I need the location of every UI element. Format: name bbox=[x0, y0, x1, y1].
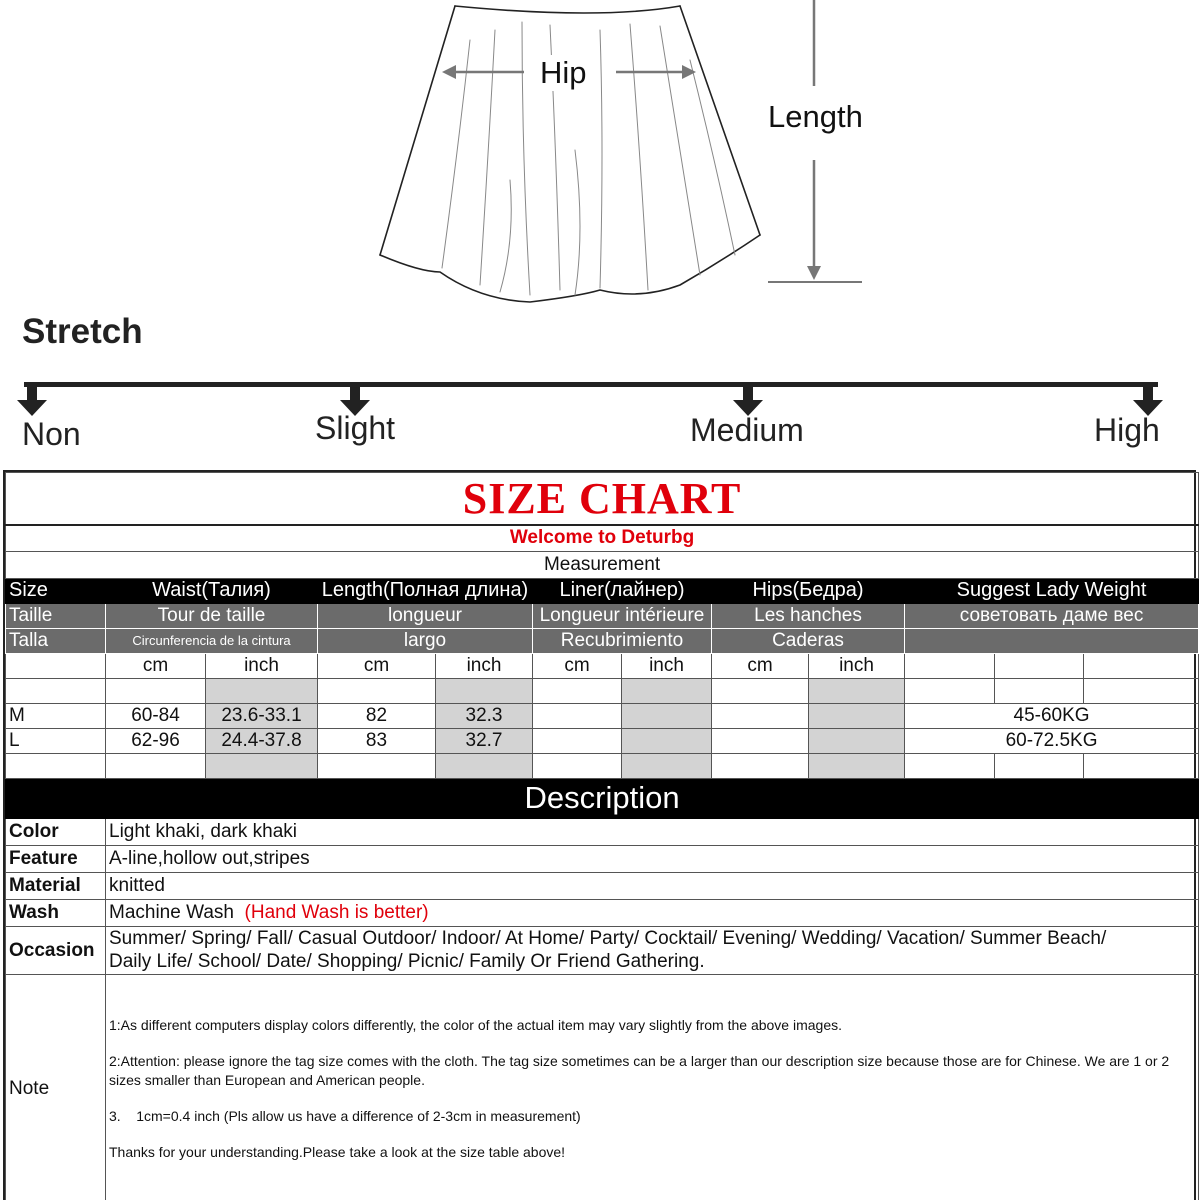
wash-note: (Hand Wash is better) bbox=[244, 901, 429, 923]
header-waist: Waist(Талия) bbox=[106, 578, 318, 603]
description-title: Description bbox=[6, 778, 1199, 818]
note-label: Note bbox=[6, 974, 106, 1200]
occasion-line-2: Daily Life/ School/ Date/ Shopping/ Picnic/ Family Or Friend Gathering. bbox=[109, 951, 705, 972]
stretch-level-medium: Medium bbox=[690, 412, 804, 448]
header-row-fr bbox=[6, 603, 1199, 628]
feature-value: A-line,hollow out,stripes bbox=[106, 845, 1199, 872]
header-largo: largo bbox=[318, 628, 533, 653]
row-waist-cm: 60-84 bbox=[106, 703, 206, 728]
wash-value: Machine Wash bbox=[109, 901, 234, 923]
measurement-label: Measurement bbox=[6, 551, 1199, 578]
header-longueur: longueur bbox=[318, 603, 533, 628]
header-liner: Liner(лайнер) bbox=[533, 578, 712, 603]
header-row-en bbox=[6, 578, 1199, 603]
color-value: Light khaki, dark khaki bbox=[106, 818, 1199, 845]
note-item: 2:Attention: please ignore the tag size comes with the cloth. The tag size sometimes can be a larger than our description size because those are for Chinese. We are 1 or 2 sizes smaller than European and American people. bbox=[109, 1053, 1170, 1088]
note-text bbox=[106, 974, 1199, 1200]
color-label: Color bbox=[6, 818, 106, 845]
skirt-illustration bbox=[0, 0, 1200, 310]
description-row-material bbox=[6, 872, 1199, 899]
unit-inch: inch bbox=[809, 653, 905, 678]
description-row-color bbox=[6, 818, 1199, 845]
unit-cm: cm bbox=[712, 653, 809, 678]
description-row-wash bbox=[6, 899, 1199, 926]
hip-label: Hip bbox=[536, 55, 591, 91]
header-longueur-interieure: Longueur intérieure bbox=[533, 603, 712, 628]
row-size: M bbox=[6, 703, 106, 728]
occasion-line-1: Summer/ Spring/ Fall/ Casual Outdoor/ Indoor/ At Home/ Party/ Cocktail/ Evening/ Wedding/ Vacation/ Summer Beach/ bbox=[109, 928, 1107, 949]
row-length-inch: 32.3 bbox=[436, 703, 533, 728]
header-hips: Hips(Бедра) bbox=[712, 578, 905, 603]
material-value: knitted bbox=[106, 872, 1199, 899]
header-les-hanches: Les hanches bbox=[712, 603, 905, 628]
stretch-scale-line bbox=[24, 382, 1158, 387]
unit-cm: cm bbox=[533, 653, 622, 678]
description-row-occasion bbox=[6, 926, 1199, 974]
table-row-spacer bbox=[6, 753, 1199, 778]
unit-cm: cm bbox=[106, 653, 206, 678]
row-length-cm: 83 bbox=[318, 728, 436, 753]
unit-inch: inch bbox=[622, 653, 712, 678]
header-empty bbox=[905, 628, 1199, 653]
row-weight: 45-60KG bbox=[905, 703, 1199, 728]
header-size: Size bbox=[6, 578, 106, 603]
size-chart-title: SIZE CHART bbox=[6, 473, 1199, 526]
unit-inch: inch bbox=[436, 653, 533, 678]
header-length: Length(Полная длина) bbox=[318, 578, 533, 603]
stretch-arrow-non-icon bbox=[17, 384, 47, 416]
table-row-spacer bbox=[6, 678, 1199, 703]
header-talla: Talla bbox=[6, 628, 106, 653]
row-waist-inch: 24.4-37.8 bbox=[206, 728, 318, 753]
occasion-label: Occasion bbox=[6, 926, 106, 974]
size-chart bbox=[3, 470, 1196, 1200]
row-length-cm: 82 bbox=[318, 703, 436, 728]
stretch-level-non: Non bbox=[22, 416, 81, 452]
row-waist-inch: 23.6-33.1 bbox=[206, 703, 318, 728]
row-weight: 60-72.5KG bbox=[905, 728, 1199, 753]
welcome-text: Welcome to Deturbg bbox=[6, 525, 1199, 551]
header-taille: Taille bbox=[6, 603, 106, 628]
table-row bbox=[6, 703, 1199, 728]
description-row-feature bbox=[6, 845, 1199, 872]
stretch-level-high: High bbox=[1094, 412, 1160, 448]
header-weight-ru: советовать даме вес bbox=[905, 603, 1199, 628]
header-weight: Suggest Lady Weight bbox=[905, 578, 1199, 603]
row-size: L bbox=[6, 728, 106, 753]
note-item: Thanks for your understanding.Please take a look at the size table above! bbox=[109, 1144, 566, 1160]
unit-cm: cm bbox=[318, 653, 436, 678]
material-label: Material bbox=[6, 872, 106, 899]
wash-cell bbox=[106, 899, 1199, 926]
unit-inch: inch bbox=[206, 653, 318, 678]
header-tour-de-taille: Tour de taille bbox=[106, 603, 318, 628]
description-row-note bbox=[6, 974, 1199, 1200]
feature-label: Feature bbox=[6, 845, 106, 872]
size-chart-table bbox=[5, 472, 1199, 1200]
header-row-es bbox=[6, 628, 1199, 653]
note-item: 3. 1cm=0.4 inch (Pls allow us have a difference of 2-3cm in measurement) bbox=[109, 1108, 581, 1124]
header-circunferencia: Circunferencia de la cintura bbox=[106, 628, 318, 653]
row-waist-cm: 62-96 bbox=[106, 728, 206, 753]
note-item: 1:As different computers display colors differently, the color of the actual item may vary slightly from the above images. bbox=[109, 1017, 843, 1033]
header-caderas: Caderas bbox=[712, 628, 905, 653]
row-length-inch: 32.7 bbox=[436, 728, 533, 753]
wash-label: Wash bbox=[6, 899, 106, 926]
stretch-title: Stretch bbox=[22, 312, 143, 351]
length-label: Length bbox=[768, 97, 863, 137]
header-recubrimiento: Recubrimiento bbox=[533, 628, 712, 653]
units-row bbox=[6, 653, 1199, 678]
occasion-value bbox=[106, 926, 1199, 974]
table-row bbox=[6, 728, 1199, 753]
stretch-level-slight: Slight bbox=[315, 410, 396, 446]
